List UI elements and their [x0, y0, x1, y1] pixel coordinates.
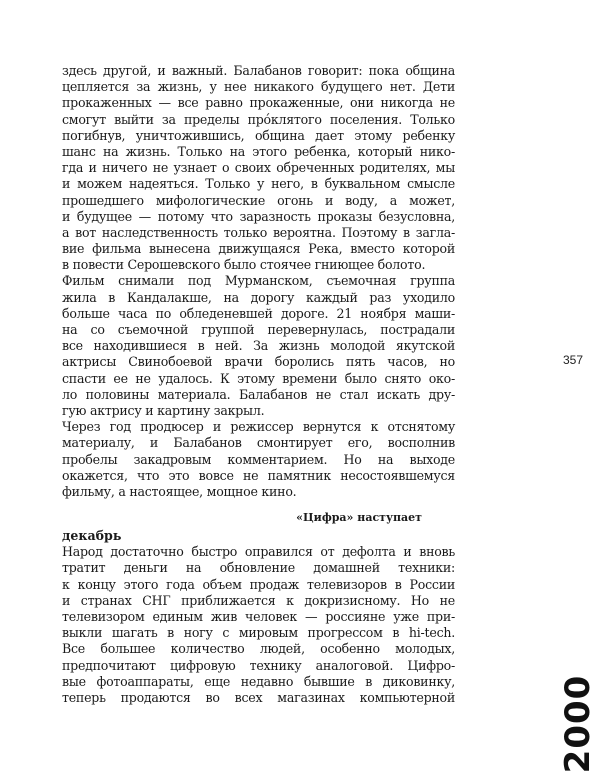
month-heading: декабрь: [62, 528, 122, 544]
text-line: Все большее количество людей, особенно молодых,: [62, 641, 455, 657]
text-line: Народ достаточно быстро оправился от дефолта и вновь: [62, 544, 455, 560]
paragraph-1: [62, 63, 455, 273]
paragraph-4: [62, 544, 455, 706]
section-title: «Цифра» наступает: [296, 511, 422, 525]
text-line: смогут выйти за пределы прóклятого поселения. Только: [62, 111, 455, 127]
text-line: цепляется за жизнь, у нее никакого будущего нет. Дети: [62, 79, 455, 95]
text-line: выкли шагать в ногу с мировым прогрессом в hi-tech.: [62, 625, 455, 641]
text-line: а вот наследственность только вероятна. Поэтому в загла-: [62, 224, 455, 240]
page-number: 357: [563, 353, 584, 367]
text-line: теперь продаются во всех магазинах компьютерной: [62, 689, 455, 705]
paragraph-3: [62, 419, 455, 500]
paragraph-2: [62, 273, 455, 419]
text-line: предпочитают цифровую технику аналоговой. Цифро-: [62, 657, 455, 673]
text-line: больше часа по обледеневшей дороге. 21 ноября маши-: [62, 305, 455, 321]
text-line: прокаженных — все равно прокаженные, они никогда не: [62, 95, 455, 111]
text-line: вие фильма вынесена движущаяся Река, вместо которой: [62, 241, 455, 257]
text-line: гую актрису и картину закрыл.: [62, 402, 265, 418]
text-line: и будущее — потому что заразность проказы безусловна,: [62, 208, 455, 224]
text-line: пробелы закадровым комментарием. Но на выходе: [62, 451, 455, 467]
text-line: погибнув, уничтожившись, община дает этому ребенку: [62, 127, 455, 143]
text-line: актрисы Свинобоевой врачи боролись пять часов, но: [62, 354, 455, 370]
text-line: все находившиеся в ней. За жизнь молодой якутской: [62, 338, 455, 354]
text-line: прошедшего мифологические огонь и воду, а может,: [62, 192, 455, 208]
text-line: телевизором единым жив человек — россияне уже при-: [62, 609, 455, 624]
text-line: спасти ее не удалось. К этому времени было снято око-: [62, 370, 455, 386]
text-line: и странах СНГ приближается к докризисному. Но не: [62, 592, 455, 608]
text-line: жила в Кандалакше, на дорогу каждый раз уходило: [62, 289, 455, 305]
text-line: Через год продюсер и режиссер вернутся к отснятому: [62, 419, 455, 435]
text-line: тратит деньги на обновление домашней техники:: [62, 560, 455, 576]
text-line: шанс на жизнь. Только на этого ребенка, который нико-: [62, 143, 455, 159]
text-line: и можем надеяться. Только у него, в буквальном смысле: [62, 176, 455, 192]
text-line: здесь другой, и важный. Балабанов говорит: пока община: [62, 63, 455, 78]
text-line: на со съемочной группой перевернулась, пострадали: [62, 322, 455, 337]
text-line: окажется, что это вовсе не памятник несостоявшемуся: [62, 467, 455, 483]
year-marker: 2000: [558, 674, 598, 774]
text-line: фильму, а настоящее, мощное кино.: [62, 483, 297, 499]
body-text: [62, 63, 455, 706]
text-line: материалу, и Балабанов смонтирует его, восполнив: [62, 435, 455, 451]
text-line: в повести Серошевского было стоячее гниющее болото.: [62, 257, 426, 273]
text-line: гда и ничего не узнает о своих обреченных родителях, мы: [62, 160, 455, 176]
text-line: вые фотоаппараты, еще недавно бывшие в диковинку,: [62, 673, 455, 689]
text-line: ло половины материала. Балабанов не стал искать дру-: [62, 386, 455, 402]
text-line: Фильм снимали под Мурманском, съемочная группа: [62, 273, 455, 289]
text-line: к концу этого года объем продаж телевизоров в России: [62, 576, 455, 592]
